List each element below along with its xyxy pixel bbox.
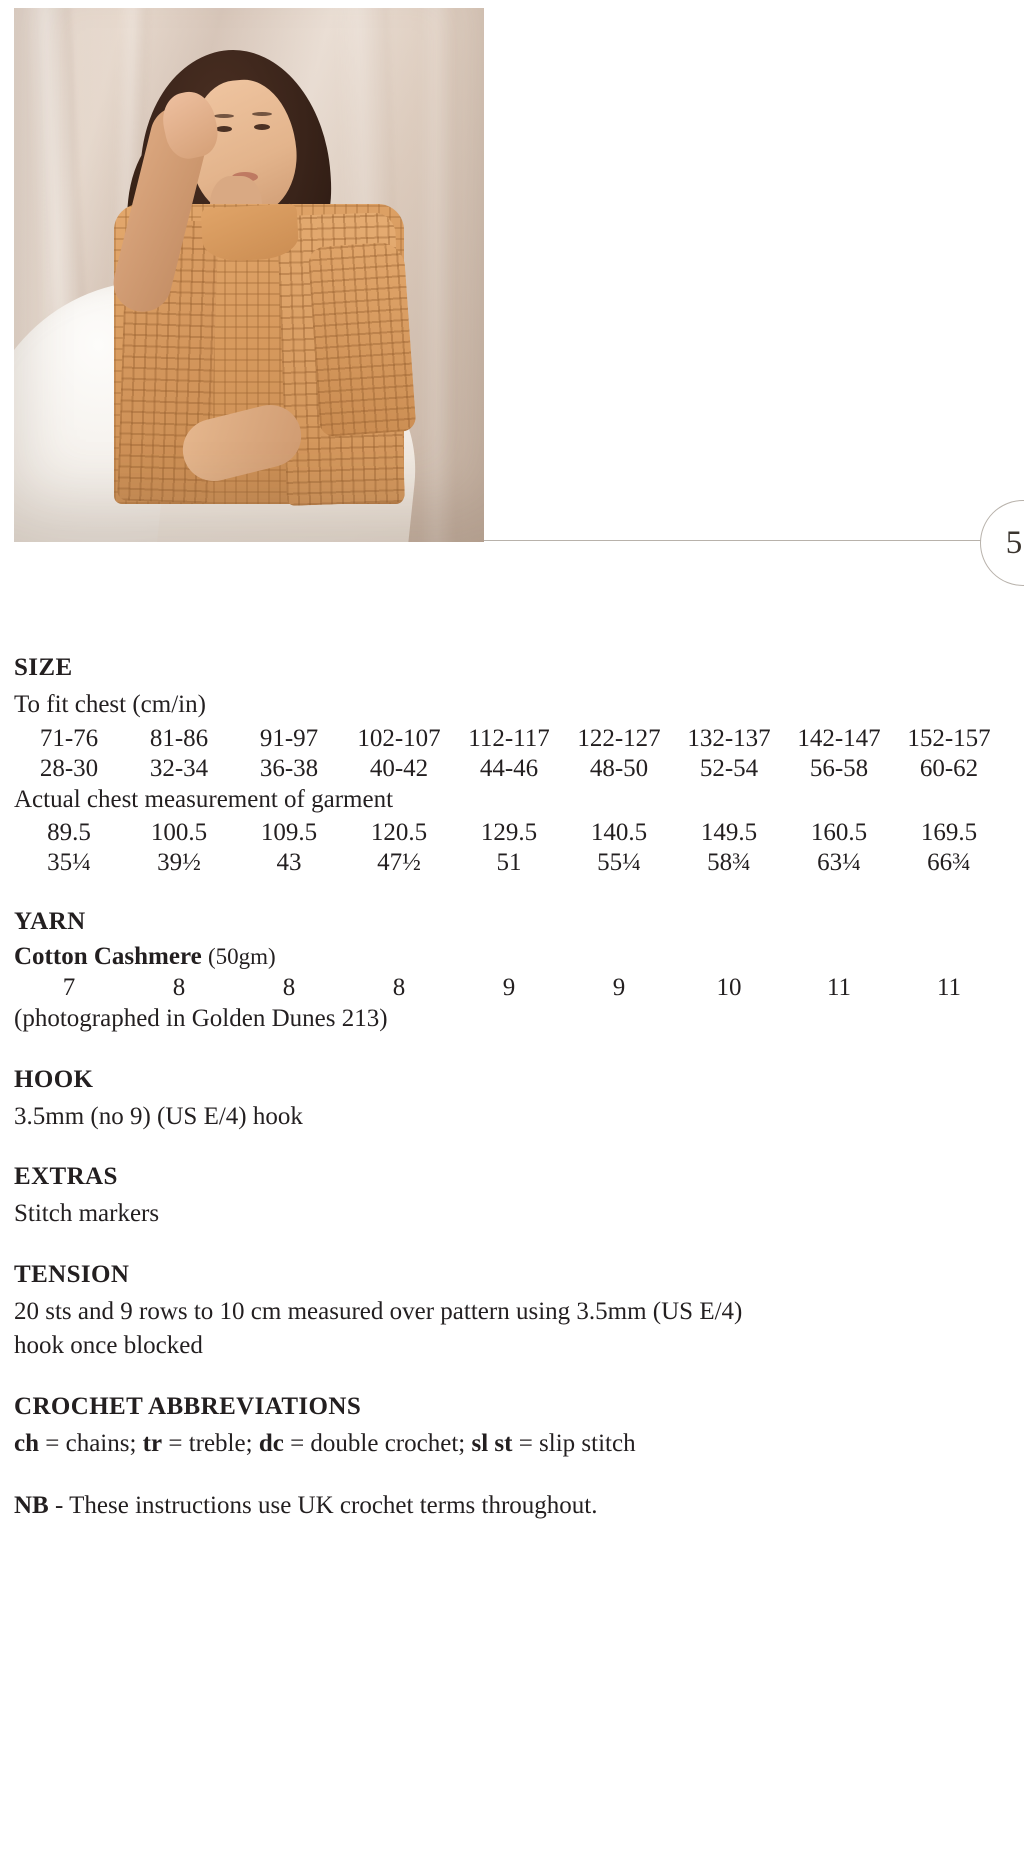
cell: 122-127 — [577, 724, 661, 752]
abbr-term: dc — [258, 1429, 284, 1457]
abbreviations-section — [14, 1393, 1010, 1461]
cell: 9 — [502, 974, 516, 1001]
table-row-to-fit-cm — [14, 724, 1004, 754]
cell: 71-76 — [39, 724, 99, 752]
cell: 35¼ — [47, 849, 91, 876]
actual-measurement-table — [14, 818, 1004, 878]
cell: 47½ — [377, 849, 421, 876]
size-table — [14, 724, 1004, 784]
cell: 81-86 — [149, 724, 209, 752]
cell: 56-58 — [809, 754, 869, 782]
hook-heading: HOOK — [14, 1065, 94, 1093]
cell: 52-54 — [699, 754, 759, 782]
cell: 10 — [716, 974, 742, 1001]
cell: 8 — [172, 974, 186, 1001]
extras-heading: EXTRAS — [14, 1163, 118, 1190]
cell: 63¼ — [817, 849, 861, 876]
cell: 11 — [936, 974, 962, 1001]
cell: 66¾ — [927, 849, 971, 876]
actual-chest-label: Actual chest measurement of garment — [14, 785, 394, 813]
tension-line-2: hook once blocked — [14, 1332, 203, 1359]
cell: 32-34 — [149, 754, 209, 782]
table-row-to-fit-in — [14, 754, 1004, 784]
cell: 51 — [496, 849, 522, 876]
note-dash: - — [54, 1492, 64, 1519]
cell: 129.5 — [480, 819, 538, 846]
extras-section — [14, 1163, 1010, 1231]
pattern-details — [14, 654, 1010, 1525]
cell: 39½ — [157, 849, 201, 876]
yarn-name-line — [14, 943, 1010, 971]
extras-text: Stitch markers — [14, 1200, 160, 1227]
cell: 120.5 — [370, 819, 428, 846]
cell: 152-157 — [907, 724, 991, 752]
cell: 89.5 — [47, 819, 91, 846]
table-row-yarn-quantities — [14, 973, 1004, 1003]
cell: 58¾ — [707, 849, 751, 876]
cell: 169.5 — [920, 819, 978, 846]
abbr-term: sl st — [471, 1429, 513, 1457]
cell: 60-62 — [919, 754, 979, 782]
size-section — [14, 654, 1010, 878]
cell: 102-107 — [357, 724, 441, 752]
pattern-photograph — [14, 8, 484, 542]
note-line — [14, 1490, 1010, 1523]
cell: 112-117 — [468, 724, 550, 752]
cell: 43 — [276, 849, 302, 876]
photo-vignette — [14, 8, 484, 542]
note-label: NB — [14, 1492, 49, 1519]
cell: 140.5 — [590, 819, 648, 846]
cell: 28-30 — [39, 754, 99, 782]
abbreviations-list — [14, 1428, 1010, 1461]
cell: 55¼ — [597, 849, 641, 876]
abbreviations-heading: CROCHET ABBREVIATIONS — [14, 1392, 362, 1420]
cell: 109.5 — [260, 819, 318, 846]
hook-text: 3.5mm (no 9) (US E/4) hook — [14, 1102, 303, 1130]
cell: 160.5 — [810, 819, 868, 846]
yarn-shade-note: (photographed in Golden Dunes 213) — [14, 1005, 388, 1032]
yarn-ball-weight: (50gm) — [207, 944, 276, 969]
cell: 142-147 — [797, 724, 881, 752]
page-number-badge — [980, 500, 1024, 586]
yarn-name: Cotton Cashmere — [14, 943, 202, 970]
tension-section — [14, 1261, 1010, 1363]
cell: 7 — [62, 974, 76, 1001]
table-row-actual-in — [14, 848, 1004, 878]
hook-section — [14, 1066, 1010, 1134]
cell: 149.5 — [700, 819, 758, 846]
abbr-definition: = double crochet; — [290, 1429, 466, 1457]
cell: 9 — [612, 974, 626, 1001]
cell: 40-42 — [369, 754, 429, 782]
to-fit-label: To fit chest (cm/in) — [14, 691, 206, 718]
tension-heading: TENSION — [14, 1260, 130, 1288]
cell: 36-38 — [259, 754, 319, 782]
cell: 100.5 — [150, 819, 208, 846]
abbr-definition: = treble; — [168, 1429, 253, 1457]
cell: 11 — [826, 974, 852, 1001]
abbr-definition: = slip stitch — [518, 1429, 636, 1457]
abbr-term: ch — [14, 1429, 39, 1457]
cell: 44-46 — [479, 754, 539, 782]
yarn-heading: YARN — [14, 908, 86, 935]
page-number: 5 — [1005, 524, 1023, 561]
tension-line-1: 20 sts and 9 rows to 10 cm measured over pattern using 3.5mm (US E/4) — [14, 1297, 743, 1325]
yarn-section — [14, 908, 1010, 1036]
size-heading: SIZE — [14, 654, 73, 681]
abbr-term: tr — [142, 1429, 163, 1457]
cell: 91-97 — [259, 724, 319, 752]
table-row-actual-cm — [14, 818, 1004, 848]
cell: 8 — [282, 974, 296, 1001]
header-divider-rule — [484, 540, 994, 541]
abbr-definition: = chains; — [45, 1429, 137, 1457]
cell: 132-137 — [687, 724, 771, 752]
cell: 8 — [392, 974, 406, 1001]
cell: 48-50 — [589, 754, 649, 782]
note-text: These instructions use UK crochet terms throughout. — [69, 1492, 598, 1519]
yarn-quantity-table — [14, 973, 1004, 1003]
